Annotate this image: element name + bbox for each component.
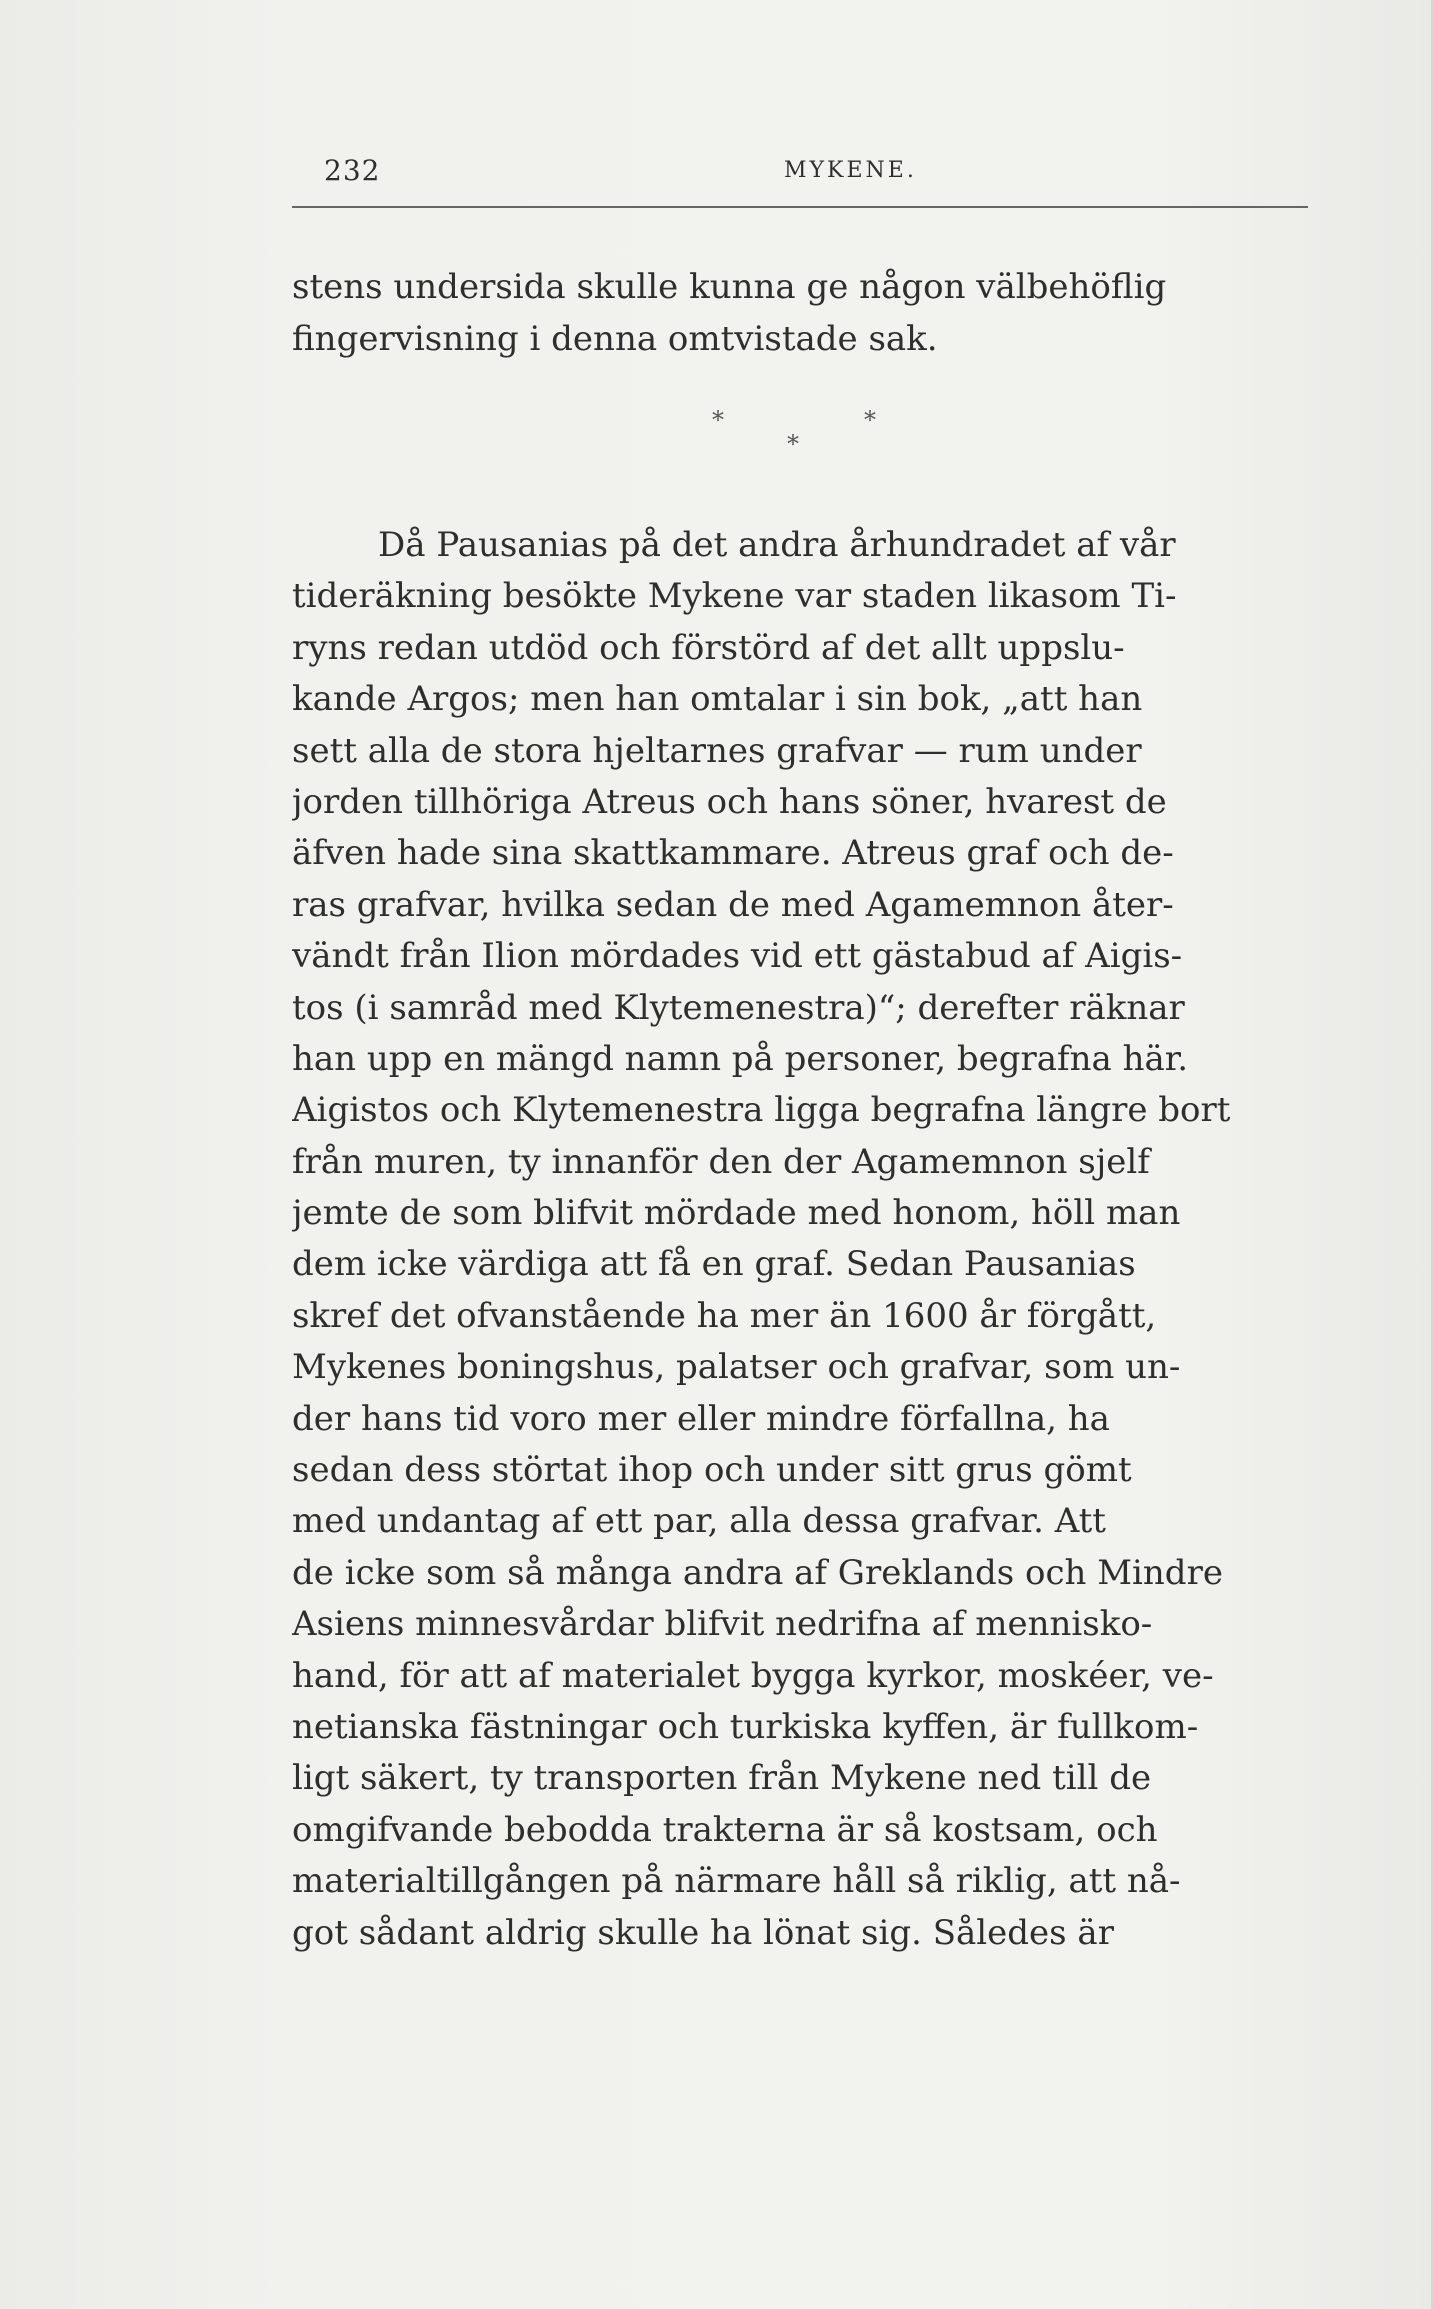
- text-line: tideräkning besökte Mykene var staden likasom Ti-: [292, 576, 1177, 617]
- text-line: tos (i samråd med Klytemenestra)“; derefter räknar: [292, 987, 1185, 1028]
- text-line: kande Argos; men han omtalar i sin bok, „att han: [292, 679, 1143, 720]
- text-line: hand, för att af materialet bygga kyrkor, moskéer, ve-: [292, 1655, 1214, 1696]
- text-line: vändt från Ilion mördades vid ett gästabud af Aigis-: [292, 936, 1183, 977]
- text-line: ryns redan utdöd och förstörd af det allt uppslu-: [292, 627, 1125, 668]
- text-line: jorden tillhöriga Atreus och hans söner, hvarest de: [292, 781, 1167, 822]
- intro-text: [292, 262, 1308, 365]
- text-line: skref det ofvanstående ha mer än 1600 år förgått,: [292, 1295, 1157, 1336]
- text-line: de icke som så många andra af Greklands och Mindre: [292, 1552, 1223, 1593]
- text-line: materialtillgången på närmare håll så riklig, att nå-: [292, 1861, 1181, 1902]
- text-line: netianska fästningar och turkiska kyffen, är fullkom-: [292, 1706, 1199, 1747]
- text-line: der hans tid voro mer eller mindre förfallna, ha: [292, 1398, 1110, 1439]
- text-line: stens undersida skulle kunna ge någon välbehöflig: [292, 267, 1167, 307]
- text-line: Mykenes boningshus, palatser och grafvar, som un-: [292, 1347, 1181, 1388]
- text-line: Asiens minnesvårdar blifvit nedrifna af mennisko-: [292, 1604, 1153, 1645]
- text-line: sett alla de stora hjeltarnes grafvar — rum under: [292, 730, 1142, 771]
- text-line: dem icke värdiga att få en graf. Sedan Pausanias: [292, 1244, 1136, 1285]
- text-line: Då Pausanias på det andra århundradet af vår: [378, 525, 1176, 565]
- page-header: [292, 150, 1308, 208]
- asterisk-mark: *: [787, 430, 799, 458]
- text-line: äfven hade sina skattkammare. Atreus graf och de-: [292, 833, 1174, 874]
- text-line: sedan dess störtat ihop och under sitt grus gömt: [292, 1450, 1132, 1491]
- text-line: han upp en mängd namn på personer, begrafna här.: [292, 1038, 1189, 1079]
- text-line: jemte de som blifvit mördade med honom, höll man: [292, 1193, 1181, 1234]
- asterisk-mark: *: [712, 406, 724, 434]
- text-line: Aigistos och Klytemenestra ligga begrafna längre bort: [292, 1090, 1231, 1131]
- asterisk-mark: *: [864, 406, 876, 434]
- text-line: ras grafvar, hvilka sedan de med Agamemnon åter-: [292, 884, 1174, 925]
- page-number: 232: [324, 154, 381, 187]
- text-line: från muren, ty innanför den der Agamemnon sjelf: [292, 1141, 1150, 1182]
- running-title: MYKENE.: [784, 158, 917, 183]
- text-line: ligt säkert, ty transporten från Mykene ned till de: [292, 1758, 1152, 1799]
- text-line: got sådant aldrig skulle ha lönat sig. Således är: [292, 1912, 1114, 1953]
- text-line: omgifvande bebodda trakterna är så kostsam, och: [292, 1809, 1158, 1850]
- text-line: fingervisning i denna omtvistade sak.: [292, 318, 938, 359]
- main-paragraph: [292, 520, 1308, 1959]
- text-line: med undantag af ett par, alla dessa grafvar. Att: [292, 1501, 1106, 1542]
